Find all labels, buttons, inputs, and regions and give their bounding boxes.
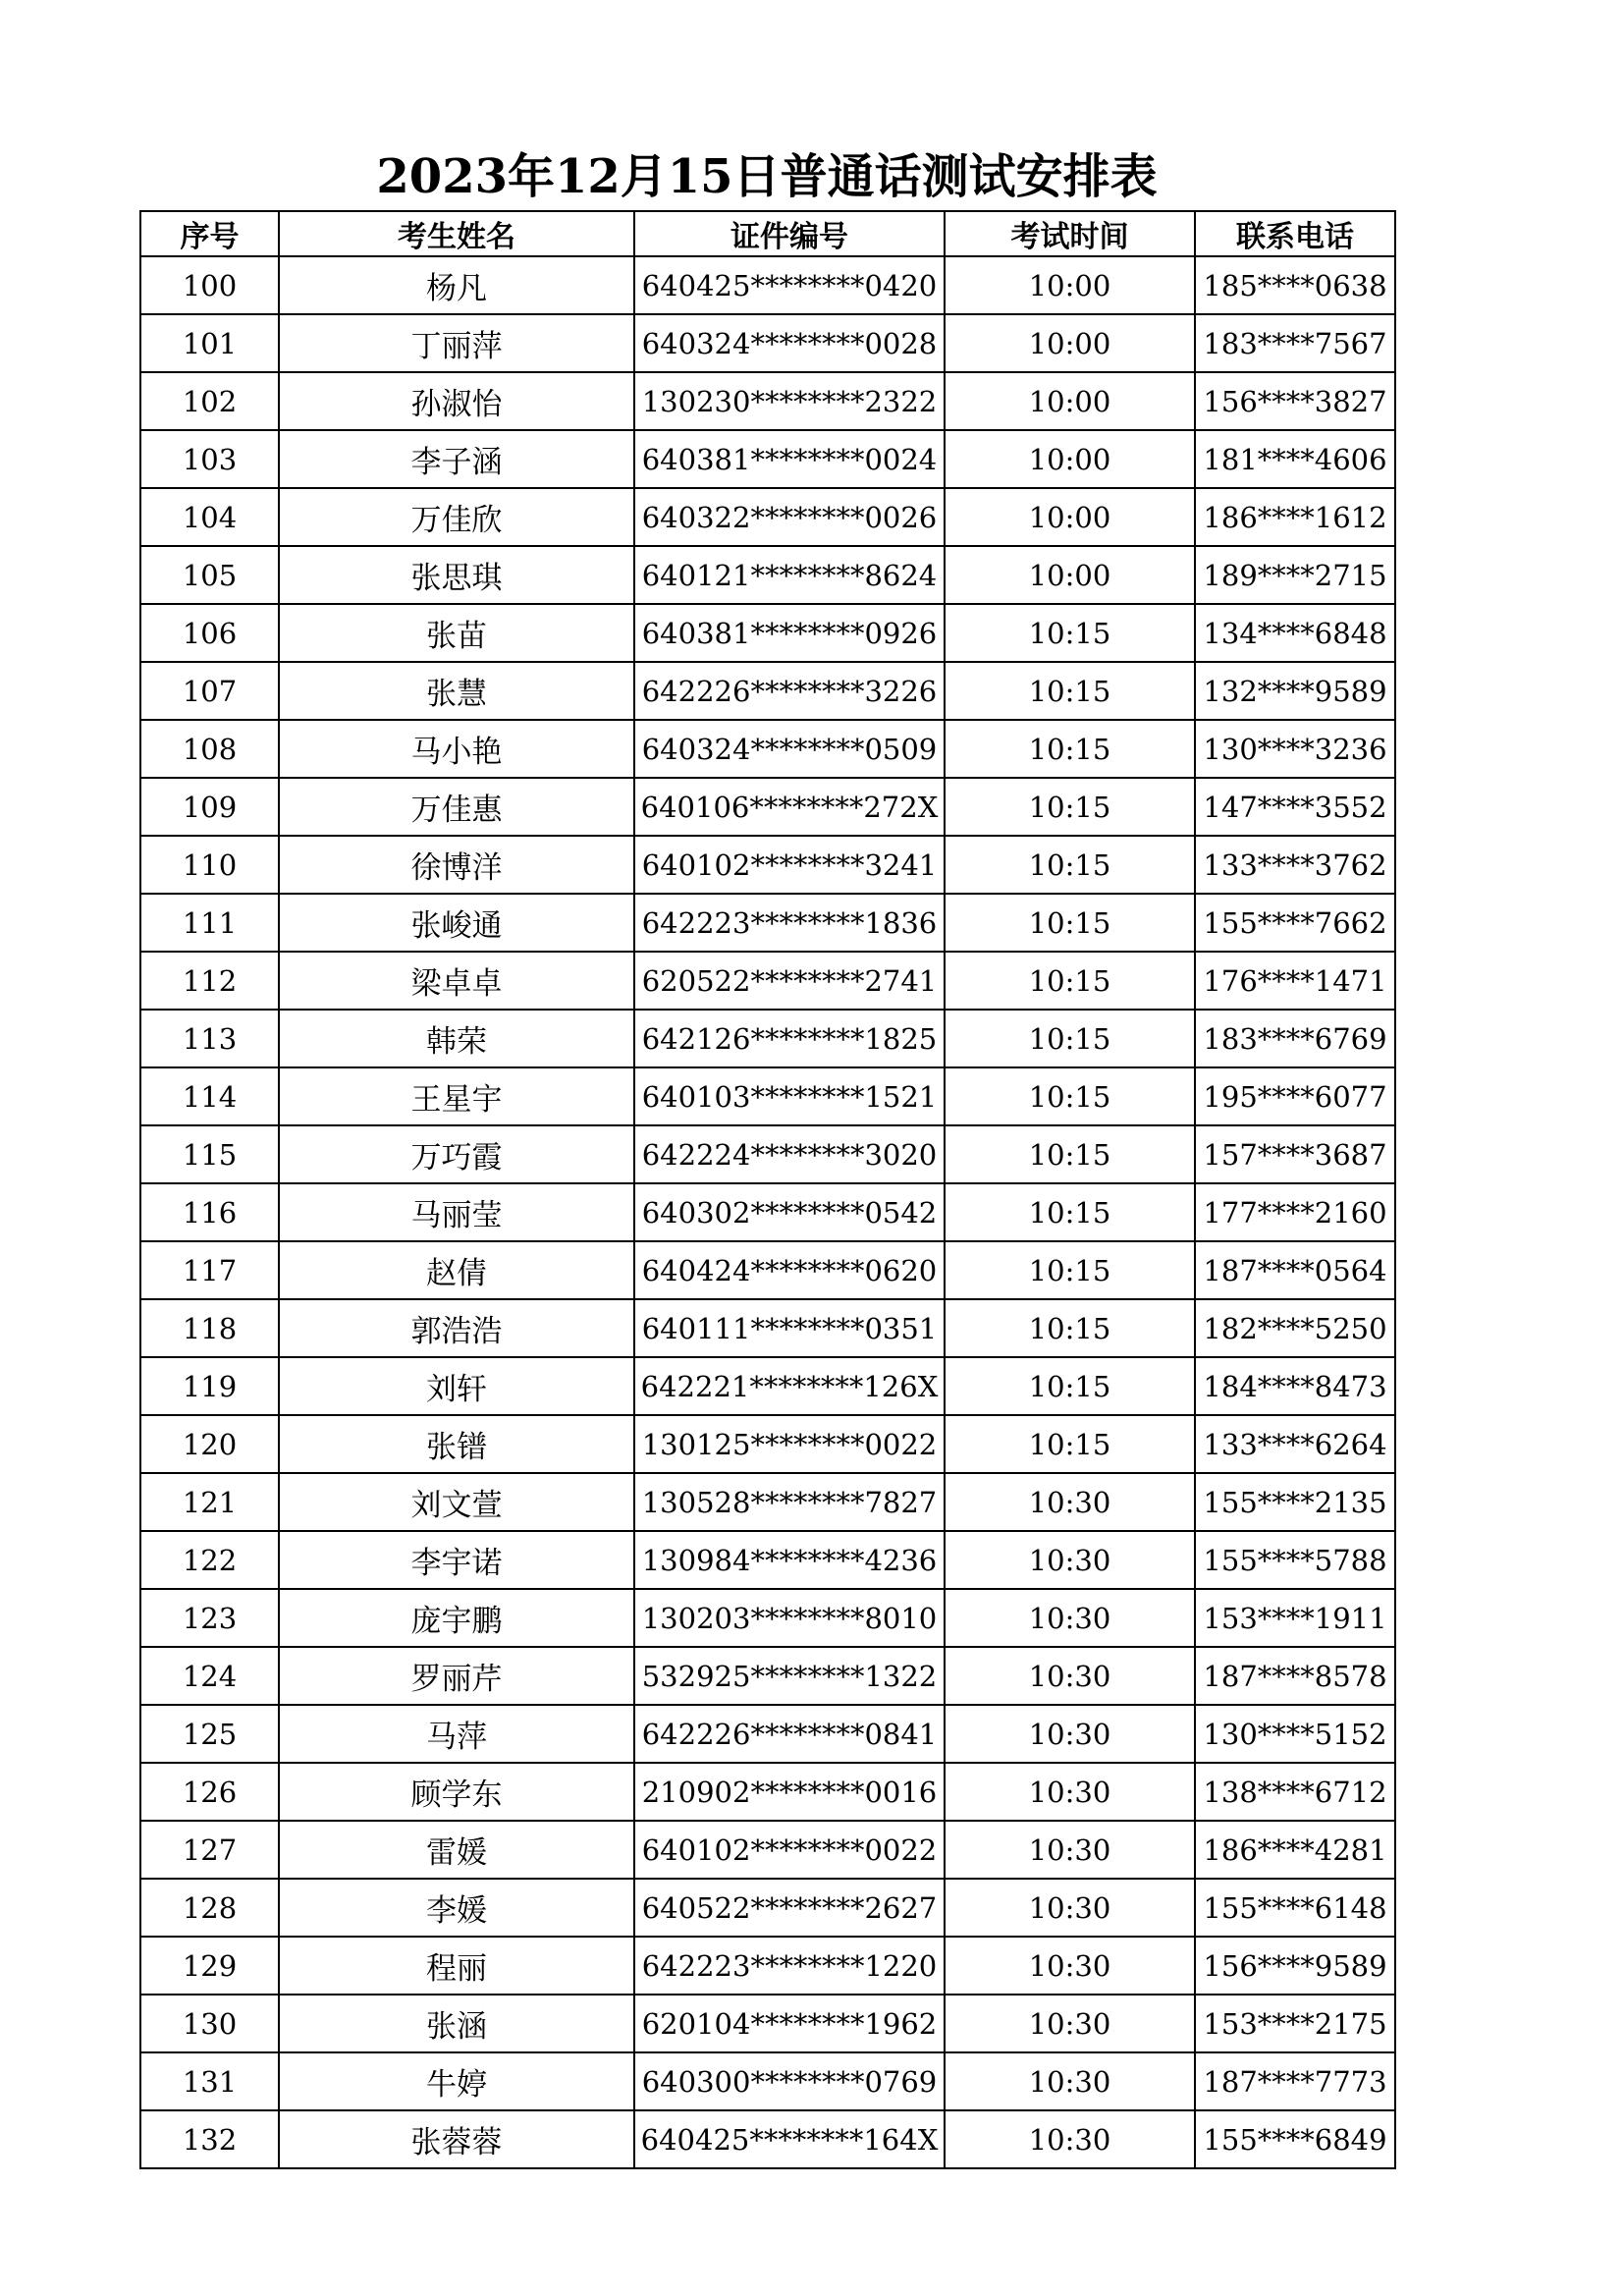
cell-serial: 114 [140,1067,279,1125]
cell-id-number: 620104********1962 [634,1995,945,2052]
column-header-serial: 序号 [140,211,279,256]
cell-id-number: 642224********3020 [634,1125,945,1183]
cell-name: 庞宇鹏 [279,1589,634,1647]
cell-phone: 177****2160 [1195,1183,1395,1241]
cell-id-number: 640381********0926 [634,604,945,662]
cell-exam-time: 10:15 [945,952,1195,1010]
cell-id-number: 640424********0620 [634,1241,945,1299]
cell-exam-time: 10:15 [945,1010,1195,1067]
table-row [140,604,1395,662]
cell-serial: 128 [140,1879,279,1937]
cell-phone: 181****4606 [1195,430,1395,488]
table-row [140,1763,1395,1821]
cell-phone: 153****1911 [1195,1589,1395,1647]
cell-serial: 108 [140,720,279,778]
cell-serial: 125 [140,1705,279,1763]
cell-exam-time: 10:30 [945,1473,1195,1531]
cell-name: 丁丽萍 [279,314,634,372]
cell-serial: 126 [140,1763,279,1821]
cell-serial: 106 [140,604,279,662]
table-row [140,1937,1395,1995]
cell-exam-time: 10:15 [945,1125,1195,1183]
cell-id-number: 640103********1521 [634,1067,945,1125]
table-row [140,372,1395,430]
cell-name: 刘文萱 [279,1473,634,1531]
cell-name: 李宇诺 [279,1531,634,1589]
cell-serial: 103 [140,430,279,488]
cell-id-number: 642226********3226 [634,662,945,720]
cell-exam-time: 10:30 [945,1821,1195,1879]
cell-id-number: 640106********272X [634,778,945,836]
table-row [140,488,1395,546]
cell-exam-time: 10:15 [945,1183,1195,1241]
table-row [140,1241,1395,1299]
cell-serial: 117 [140,1241,279,1299]
table-row [140,1473,1395,1531]
cell-exam-time: 10:30 [945,2110,1195,2168]
table-row [140,1067,1395,1125]
cell-phone: 157****3687 [1195,1125,1395,1183]
cell-phone: 186****1612 [1195,488,1395,546]
cell-phone: 130****3236 [1195,720,1395,778]
table-row [140,1183,1395,1241]
cell-serial: 129 [140,1937,279,1995]
cell-name: 梁卓卓 [279,952,634,1010]
cell-serial: 127 [140,1821,279,1879]
cell-id-number: 640322********0026 [634,488,945,546]
table-row [140,662,1395,720]
cell-phone: 187****8578 [1195,1647,1395,1705]
cell-phone: 187****0564 [1195,1241,1395,1299]
cell-phone: 134****6848 [1195,604,1395,662]
cell-phone: 176****1471 [1195,952,1395,1010]
cell-exam-time: 10:00 [945,372,1195,430]
cell-phone: 156****9589 [1195,1937,1395,1995]
cell-exam-time: 10:30 [945,1995,1195,2052]
cell-name: 王星宇 [279,1067,634,1125]
cell-id-number: 642221********126X [634,1357,945,1415]
cell-serial: 109 [140,778,279,836]
cell-serial: 111 [140,894,279,952]
cell-phone: 195****6077 [1195,1067,1395,1125]
cell-phone: 155****2135 [1195,1473,1395,1531]
cell-exam-time: 10:30 [945,1937,1195,1995]
cell-name: 张涵 [279,1995,634,2052]
cell-name: 万佳惠 [279,778,634,836]
page-title: 2023年12月15日普通话测试安排表 [376,149,1158,204]
cell-phone: 130****5152 [1195,1705,1395,1763]
cell-serial: 115 [140,1125,279,1183]
cell-phone: 132****9589 [1195,662,1395,720]
cell-exam-time: 10:15 [945,720,1195,778]
cell-name: 罗丽芹 [279,1647,634,1705]
cell-name: 牛婷 [279,2052,634,2110]
cell-phone: 183****6769 [1195,1010,1395,1067]
cell-serial: 100 [140,256,279,314]
cell-phone: 182****5250 [1195,1299,1395,1357]
cell-id-number: 640111********0351 [634,1299,945,1357]
cell-exam-time: 10:15 [945,836,1195,894]
table-row [140,430,1395,488]
cell-name: 马萍 [279,1705,634,1763]
cell-exam-time: 10:30 [945,1705,1195,1763]
cell-name: 郭浩浩 [279,1299,634,1357]
cell-id-number: 640102********3241 [634,836,945,894]
cell-name: 张镨 [279,1415,634,1473]
cell-name: 万巧霞 [279,1125,634,1183]
table-row [140,1647,1395,1705]
table-row [140,1125,1395,1183]
cell-phone: 153****2175 [1195,1995,1395,2052]
cell-exam-time: 10:00 [945,430,1195,488]
schedule-table [139,210,1396,2169]
table-row [140,1995,1395,2052]
cell-phone: 133****3762 [1195,836,1395,894]
cell-name: 雷媛 [279,1821,634,1879]
cell-name: 刘轩 [279,1357,634,1415]
cell-exam-time: 10:15 [945,662,1195,720]
cell-serial: 132 [140,2110,279,2168]
cell-phone: 138****6712 [1195,1763,1395,1821]
table-header-row [140,211,1395,256]
cell-exam-time: 10:15 [945,894,1195,952]
cell-phone: 187****7773 [1195,2052,1395,2110]
table-row [140,546,1395,604]
column-header-phone: 联系电话 [1195,211,1395,256]
cell-exam-time: 10:15 [945,1067,1195,1125]
cell-id-number: 620522********2741 [634,952,945,1010]
cell-exam-time: 10:15 [945,1299,1195,1357]
column-header-id: 证件编号 [634,211,945,256]
cell-phone: 155****7662 [1195,894,1395,952]
cell-name: 马小艳 [279,720,634,778]
cell-serial: 116 [140,1183,279,1241]
cell-name: 赵倩 [279,1241,634,1299]
table-row [140,1705,1395,1763]
column-header-time: 考试时间 [945,211,1195,256]
cell-id-number: 640121********8624 [634,546,945,604]
cell-exam-time: 10:00 [945,314,1195,372]
column-header-name: 考生姓名 [279,211,634,256]
table-row [140,1531,1395,1589]
cell-serial: 104 [140,488,279,546]
cell-id-number: 640102********0022 [634,1821,945,1879]
cell-name: 马丽莹 [279,1183,634,1241]
cell-exam-time: 10:30 [945,1879,1195,1937]
cell-exam-time: 10:15 [945,1357,1195,1415]
cell-phone: 189****2715 [1195,546,1395,604]
cell-serial: 110 [140,836,279,894]
cell-phone: 155****6849 [1195,2110,1395,2168]
cell-id-number: 640324********0028 [634,314,945,372]
cell-name: 杨凡 [279,256,634,314]
cell-name: 李子涵 [279,430,634,488]
cell-serial: 120 [140,1415,279,1473]
cell-name: 张慧 [279,662,634,720]
cell-name: 张蓉蓉 [279,2110,634,2168]
cell-name: 韩荣 [279,1010,634,1067]
table-row [140,256,1395,314]
cell-serial: 123 [140,1589,279,1647]
cell-exam-time: 10:00 [945,488,1195,546]
cell-id-number: 130230********2322 [634,372,945,430]
cell-exam-time: 10:30 [945,1763,1195,1821]
table-row [140,1415,1395,1473]
cell-serial: 102 [140,372,279,430]
cell-serial: 124 [140,1647,279,1705]
cell-id-number: 130984********4236 [634,1531,945,1589]
cell-id-number: 532925********1322 [634,1647,945,1705]
cell-phone: 156****3827 [1195,372,1395,430]
cell-serial: 119 [140,1357,279,1415]
cell-id-number: 640425********164X [634,2110,945,2168]
cell-exam-time: 10:30 [945,1589,1195,1647]
cell-exam-time: 10:15 [945,1241,1195,1299]
cell-serial: 105 [140,546,279,604]
cell-serial: 131 [140,2052,279,2110]
cell-name: 程丽 [279,1937,634,1995]
cell-exam-time: 10:15 [945,778,1195,836]
cell-phone: 133****6264 [1195,1415,1395,1473]
cell-id-number: 642223********1220 [634,1937,945,1995]
cell-id-number: 210902********0016 [634,1763,945,1821]
table-row [140,952,1395,1010]
cell-exam-time: 10:15 [945,1415,1195,1473]
cell-id-number: 640300********0769 [634,2052,945,2110]
cell-id-number: 640381********0024 [634,430,945,488]
cell-exam-time: 10:00 [945,256,1195,314]
cell-exam-time: 10:00 [945,546,1195,604]
cell-serial: 121 [140,1473,279,1531]
cell-phone: 147****3552 [1195,778,1395,836]
table-row [140,720,1395,778]
cell-serial: 122 [140,1531,279,1589]
table-row [140,1010,1395,1067]
cell-id-number: 642126********1825 [634,1010,945,1067]
cell-name: 张峻通 [279,894,634,952]
table-row [140,894,1395,952]
cell-name: 万佳欣 [279,488,634,546]
cell-phone: 185****0638 [1195,256,1395,314]
cell-phone: 155****5788 [1195,1531,1395,1589]
cell-id-number: 130528********7827 [634,1473,945,1531]
cell-id-number: 642223********1836 [634,894,945,952]
cell-id-number: 640302********0542 [634,1183,945,1241]
cell-id-number: 130125********0022 [634,1415,945,1473]
cell-exam-time: 10:30 [945,2052,1195,2110]
table-row [140,1879,1395,1937]
cell-name: 张思琪 [279,546,634,604]
cell-serial: 130 [140,1995,279,2052]
table-body [140,256,1395,2168]
cell-serial: 112 [140,952,279,1010]
table-row [140,836,1395,894]
table-row [140,1589,1395,1647]
cell-exam-time: 10:30 [945,1647,1195,1705]
table-row [140,314,1395,372]
cell-exam-time: 10:30 [945,1531,1195,1589]
cell-phone: 183****7567 [1195,314,1395,372]
cell-id-number: 642226********0841 [634,1705,945,1763]
cell-id-number: 640324********0509 [634,720,945,778]
cell-name: 张苗 [279,604,634,662]
cell-serial: 113 [140,1010,279,1067]
cell-id-number: 640522********2627 [634,1879,945,1937]
cell-phone: 186****4281 [1195,1821,1395,1879]
table-row [140,778,1395,836]
cell-exam-time: 10:15 [945,604,1195,662]
cell-serial: 107 [140,662,279,720]
cell-name: 徐博洋 [279,836,634,894]
cell-id-number: 640425********0420 [634,256,945,314]
table-row [140,2052,1395,2110]
cell-name: 李媛 [279,1879,634,1937]
table-row [140,1299,1395,1357]
cell-id-number: 130203********8010 [634,1589,945,1647]
cell-name: 顾学东 [279,1763,634,1821]
cell-name: 孙淑怡 [279,372,634,430]
table-row [140,1821,1395,1879]
cell-serial: 118 [140,1299,279,1357]
table-row [140,2110,1395,2168]
table-row [140,1357,1395,1415]
cell-serial: 101 [140,314,279,372]
cell-phone: 184****8473 [1195,1357,1395,1415]
cell-phone: 155****6148 [1195,1879,1395,1937]
